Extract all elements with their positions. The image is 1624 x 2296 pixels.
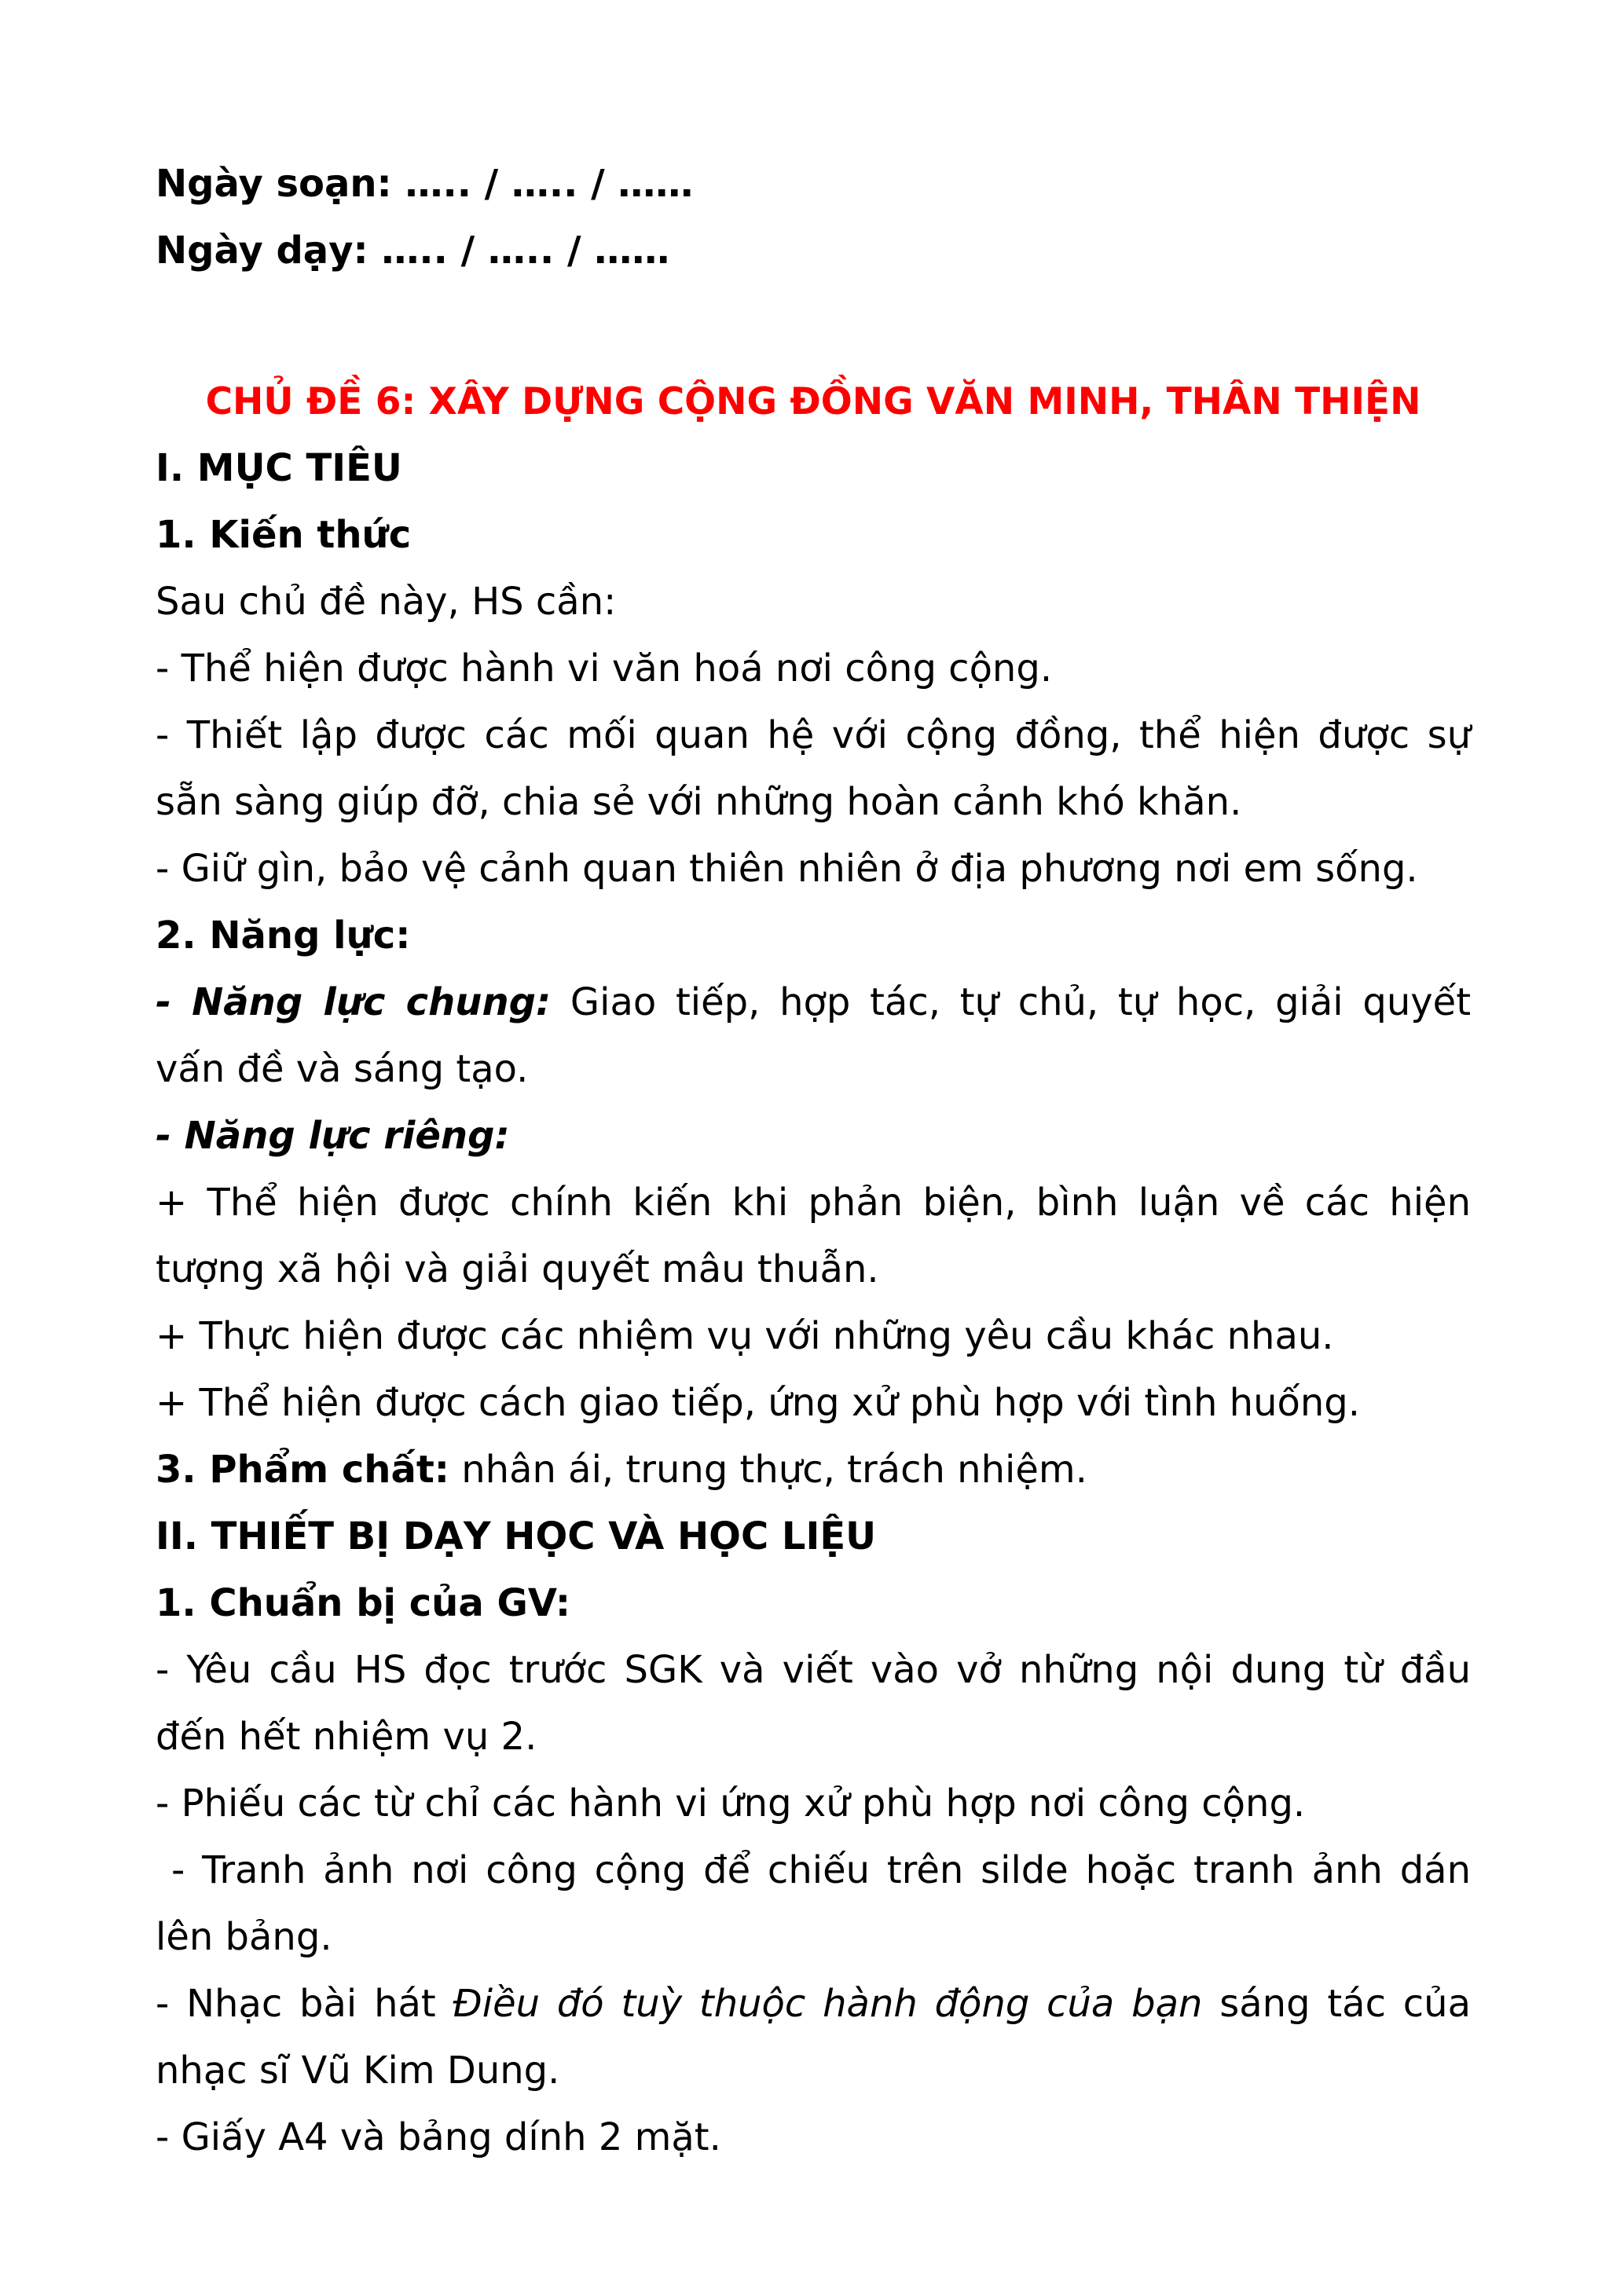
knowledge-intro: Sau chủ đề này, HS cần:	[156, 580, 617, 624]
teacher-item-3-line-1: - Tranh ảnh nơi công cộng để chiếu trên silde hoặc tranh ảnh dán	[171, 1848, 1471, 1892]
quality-line	[156, 1437, 1471, 1503]
knowledge-item-1: - Thể hiện được hành vi văn hoá nơi công cộng.	[156, 646, 1053, 690]
section-objectives-heading: I. MỤC TIÊU	[156, 446, 402, 490]
quality-label: 3. Phẩm chất:	[156, 1448, 449, 1492]
teacher-item-2: - Phiếu các từ chỉ các hành vi ứng xử phù hợp nơi công cộng.	[156, 1782, 1306, 1825]
quality-text: nhân ái, trung thực, trách nhiệm.	[449, 1448, 1087, 1492]
teacher-item-4-prefix: - Nhạc bài hát	[156, 1982, 453, 2026]
general-competence-line-2: vấn đề và sáng tạo.	[156, 1047, 529, 1091]
teacher-item-1-line-1: - Yêu cầu HS đọc trước SGK và viết vào vở những nội dung từ đầu	[156, 1648, 1471, 1692]
teacher-item-5: - Giấy A4 và bảng dính 2 mặt.	[156, 2115, 721, 2159]
teacher-item-3-line-2: lên bảng.	[156, 1915, 332, 1959]
general-competence-text: Giao tiếp, hợp tác, tự chủ, tự học, giải quyết	[551, 980, 1472, 1024]
teacher-item-4-line-2: nhạc sĩ Vũ Kim Dung.	[156, 2049, 560, 2093]
specific-competence-3: + Thể hiện được cách giao tiếp, ứng xử phù hợp với tình huống.	[156, 1381, 1360, 1425]
knowledge-item-3: - Giữ gìn, bảo vệ cảnh quan thiên nhiên ở địa phương nơi em sống.	[156, 847, 1418, 891]
general-competence-label: - Năng lực chung:	[156, 980, 552, 1024]
prep-date: Ngày soạn: ….. / ….. / ……	[156, 162, 694, 206]
song-title: Điều đó tuỳ thuộc hành động của bạn	[453, 1982, 1203, 2026]
document-page	[156, 151, 1471, 2171]
teach-date: Ngày dạy: ….. / ….. / ……	[156, 229, 670, 273]
specific-competence-1-line-1: + Thể hiện được chính kiến khi phản biện, bình luận về các hiện	[156, 1181, 1471, 1225]
specific-competence-2: + Thực hiện được các nhiệm vụ với những yêu cầu khác nhau.	[156, 1314, 1334, 1358]
topic-title: CHỦ ĐỀ 6: XÂY DỰNG CỘNG ĐỒNG VĂN MINH, THÂN THIỆN	[205, 380, 1421, 423]
teacher-item-1-line-2: đến hết nhiệm vụ 2.	[156, 1715, 537, 1759]
specific-competence-label: - Năng lực riêng:	[156, 1114, 510, 1158]
teacher-item-4-suffix: sáng tác của	[1202, 1982, 1472, 2026]
competence-heading: 2. Năng lực:	[156, 914, 411, 958]
teacher-item-4-line-1	[156, 1971, 1471, 2038]
spacer	[156, 284, 1471, 368]
teacher-prep-heading: 1. Chuẩn bị của GV:	[156, 1581, 571, 1625]
knowledge-item-2-line-1: - Thiết lập được các mối quan hệ với cộng đồng, thể hiện được sự	[156, 713, 1471, 757]
knowledge-item-2-line-2: sẵn sàng giúp đỡ, chia sẻ với những hoàn cảnh khó khăn.	[156, 780, 1242, 824]
section-equipment-heading: II. THIẾT BỊ DẠY HỌC VÀ HỌC LIỆU	[156, 1514, 877, 1558]
specific-competence-1-line-2: tượng xã hội và giải quyết mâu thuẫn.	[156, 1247, 879, 1291]
general-competence-line-1	[156, 969, 1471, 1036]
knowledge-heading: 1. Kiến thức	[156, 513, 412, 557]
